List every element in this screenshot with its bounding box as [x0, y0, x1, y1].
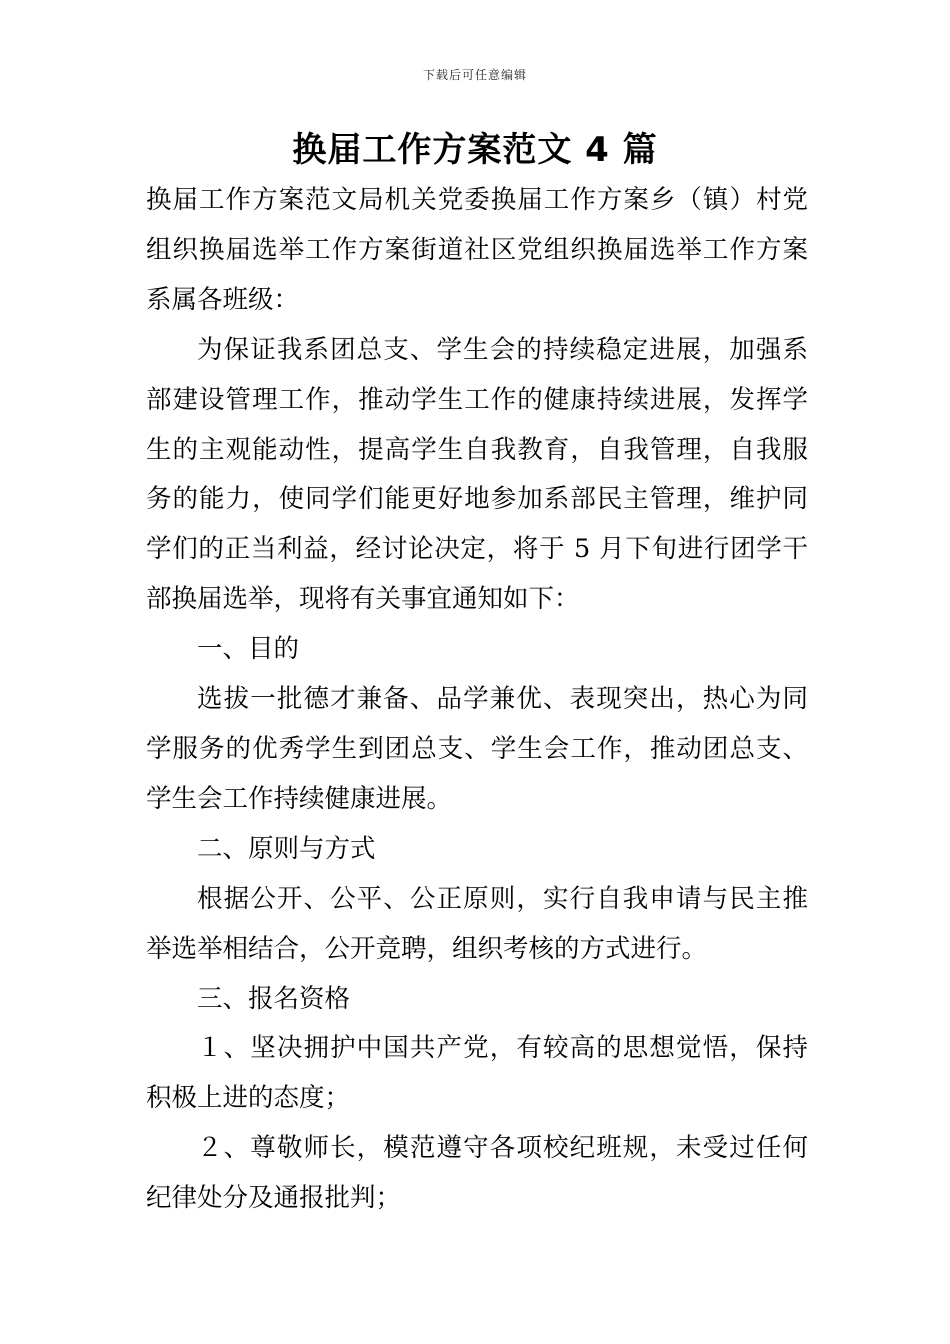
list-item-eligibility-1: １、坚决拥护中国共产党，有较高的思想觉悟，保持积极上进的态度；: [146, 1033, 808, 1114]
header-note: 下载后可任意编辑: [422, 68, 527, 82]
paragraph-purpose-statement: 为保证我系团总支、学生会的持续稳定进展，加强系部建设管理工作，推动学生工作的健康持续进展，发挥学生的主观能动性，提高学生自我教育，自我管理，自我服务的能力，使同学们能更好地参加系部民主管理，维护同学们的正当利益，经讨论决定，将于 5 月下旬进行团学干部换届选举，现将有关事宜通知如下：: [146, 334, 808, 615]
paragraph-principles: 根据公开、公平、公正原则，实行自我申请与民主推举选举相结合，公开竞聘，组织考核的方式进行。: [146, 883, 808, 964]
list-item-eligibility-2: ２、尊敬师长，模范遵守各项校纪班规，未受过任何纪律处分及通报批判；: [146, 1133, 808, 1214]
paragraph-goal: 选拔一批德才兼备、品学兼优、表现突出，热心为同学服务的优秀学生到团总支、学生会工作，推动团总支、学生会工作持续健康进展。: [146, 684, 808, 814]
section-heading-goal: 一、目的: [197, 634, 300, 665]
document-body: [146, 176, 808, 1224]
document-title: 换届工作方案范文 4 篇: [292, 130, 658, 170]
section-heading-eligibility: 三、报名资格: [197, 983, 351, 1014]
paragraph-intro: 换届工作方案范文局机关党委换届工作方案乡（镇）村党组织换届选举工作方案街道社区党组织换届选举工作方案系属各班级：: [146, 185, 808, 315]
section-heading-principles: 二、原则与方式: [197, 833, 376, 864]
